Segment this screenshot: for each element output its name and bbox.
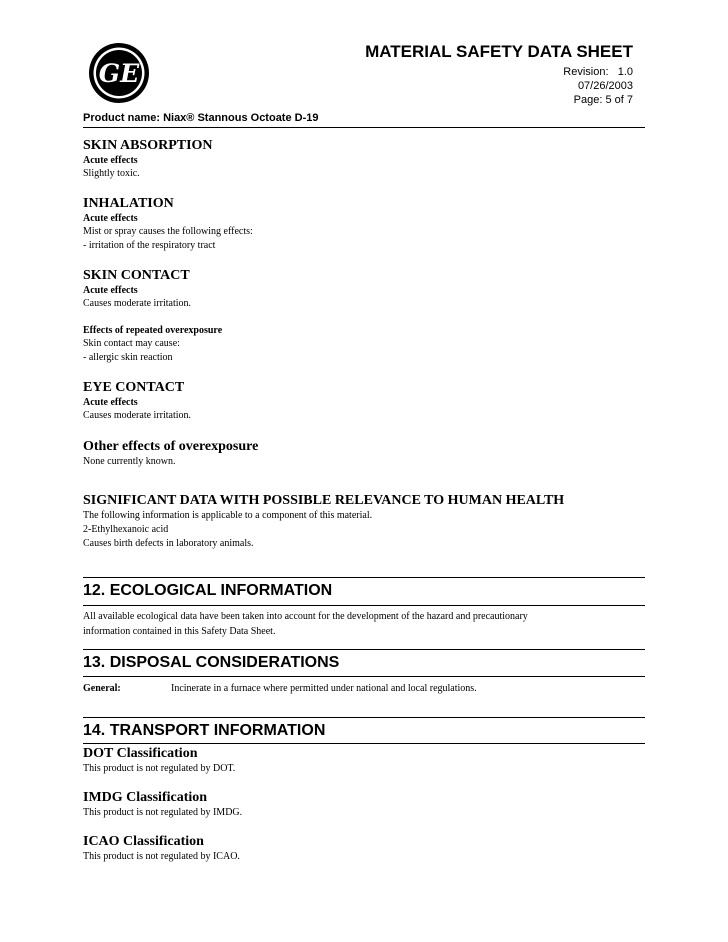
skin-absorption-subheading: Acute effects [83,155,138,166]
ge-logo [88,42,150,104]
eye-contact-subheading: Acute effects [83,397,138,408]
skin-absorption-heading: SKIN ABSORPTION [83,138,213,153]
header-divider [83,127,645,128]
page-number: Page: 5 of 7 [573,94,633,106]
imdg-text: This product is not regulated by IMDG. [83,807,243,818]
inhalation-subheading: Acute effects [83,213,138,224]
significant-data-line: 2-Ethylhexanoic acid [83,524,169,535]
revision-value: 1.0 [617,66,633,78]
logo-text: GE [98,59,140,88]
document-body [83,131,645,864]
skin-contact-heading: SKIN CONTACT [83,268,190,283]
skin-contact-line: Skin contact may cause: [83,338,180,349]
product-name: Product name: Niax® Stannous Octoate D-19 [83,112,319,124]
skin-contact-line: - allergic skin reaction [83,352,173,363]
document-title: MATERIAL SAFETY DATA SHEET [365,42,633,61]
inhalation-line: Mist or spray causes the following effects: [83,226,253,237]
ecological-line: information contained in this Safety Data Sheet. [83,626,276,637]
dot-heading: DOT Classification [83,746,198,761]
section-12-heading: 12. ECOLOGICAL INFORMATION [83,577,645,601]
icao-text: This product is not regulated by ICAO. [83,851,240,862]
significant-data-line: Causes birth defects in laboratory animals. [83,538,254,549]
revision-label: Revision: [563,66,609,78]
skin-contact-text: Causes moderate irritation. [83,298,192,309]
general-text: Incinerate in a furnace where permitted under national and local regulations. [171,683,477,694]
general-label: General: [83,683,121,694]
skin-contact-subheading: Acute effects [83,285,138,296]
document-meta [563,65,633,107]
section-13-heading: 13. DISPOSAL CONSIDERATIONS [83,649,645,673]
revision-date: 07/26/2003 [577,80,633,92]
repeated-overexposure-subheading: Effects of repeated overexposure [83,325,223,336]
other-effects-text: None currently known. [83,456,176,467]
dot-text: This product is not regulated by DOT. [83,763,236,774]
icao-heading: ICAO Classification [83,834,204,849]
significant-data-line: The following information is applicable to a component of this material. [83,510,373,521]
other-effects-heading: Other effects of overexposure [83,439,259,454]
eye-contact-heading: EYE CONTACT [83,380,185,395]
section-14-heading: 14. TRANSPORT INFORMATION [83,717,645,741]
significant-data-heading: SIGNIFICANT DATA WITH POSSIBLE RELEVANCE TO HUMAN HEALTH [83,493,565,508]
imdg-heading: IMDG Classification [83,790,208,805]
skin-absorption-text: Slightly toxic. [83,168,140,179]
inhalation-line: - irritation of the respiratory tract [83,240,216,251]
eye-contact-text: Causes moderate irritation. [83,410,192,421]
ecological-line: All available ecological data have been taken into account for the development of the hazard and precautionary [83,611,528,622]
inhalation-heading: INHALATION [83,196,174,211]
